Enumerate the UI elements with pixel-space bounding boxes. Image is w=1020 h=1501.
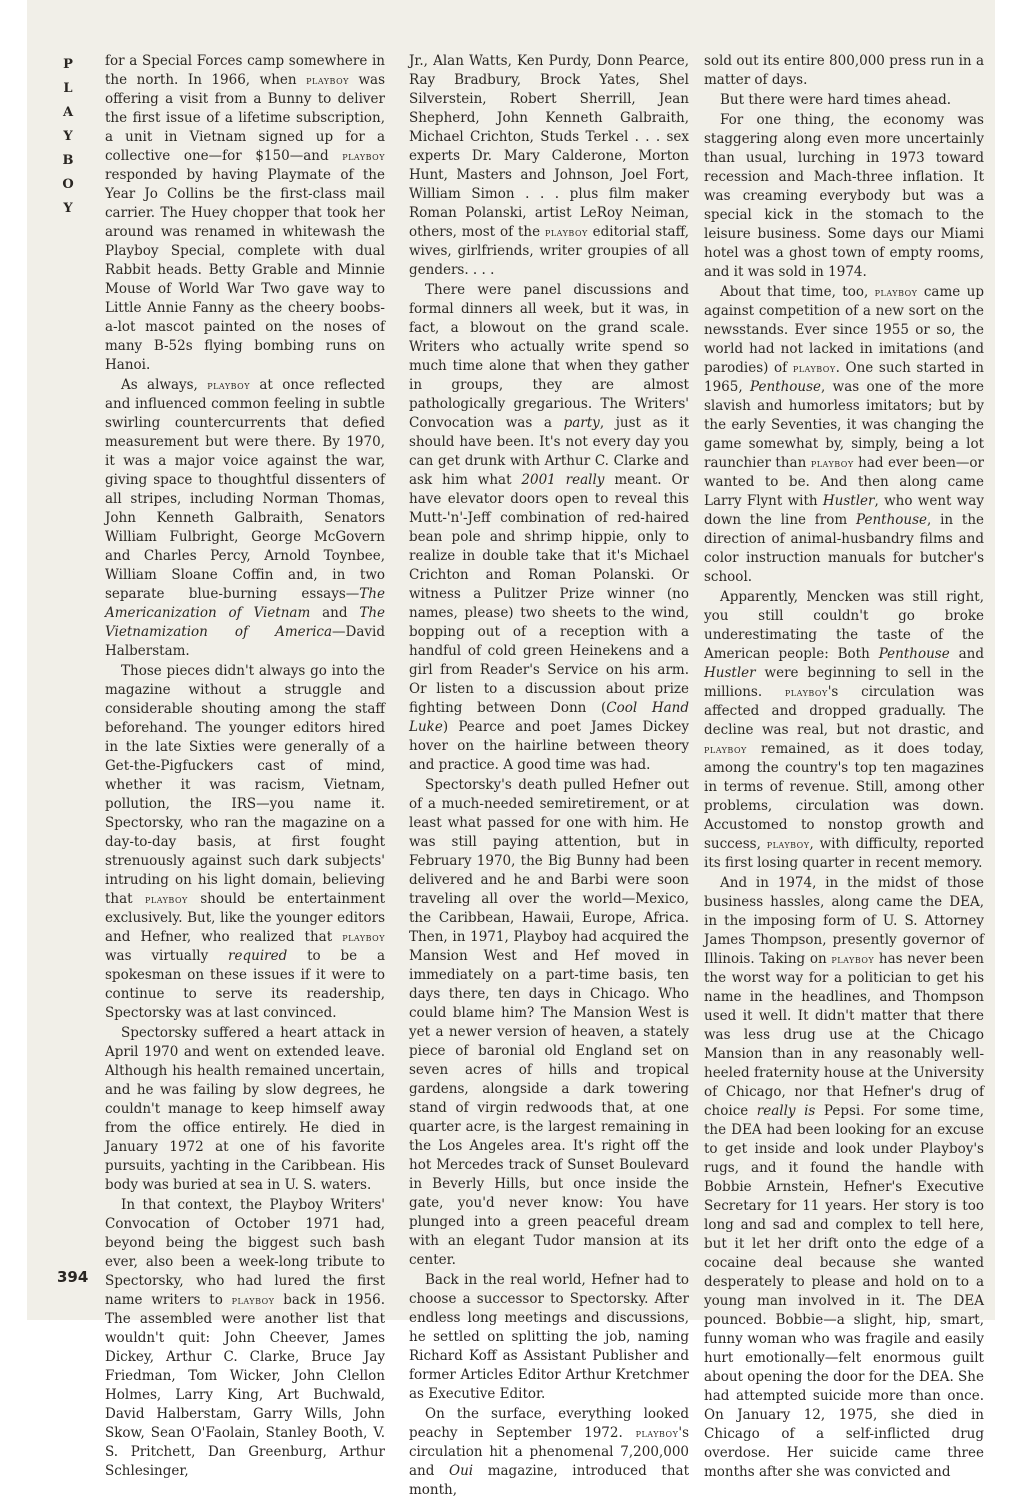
article-paragraph: Spectorsky's death pulled Hefner out of a much-needed semiretirement, or at least what passed for one with him. He was still paying attention, but in February 1970, the Big Bunny had been delivered and he and Barbi were soon traveling all over the world—Mexico, the Caribbean, Hawaii, Europe, Africa. Then, in 1971, Playboy had acquired the Mansion West and Hef moved in immediately on a part-time basis, ten days there, ten days in Chicago. Who could blame him? The Mansion West is yet a newer version of heaven, a stately piece of baronial old England set on seven acres of hills and tropical gardens, alongside a dark towering stand of virgin redwoods that, at one quarter acre, is the largest remaining in the Los Angeles area. It's right off the hot Mercedes track of Sunset Boulevard in Beverly Hills, but once inside the gate, you'd never know: You have plunged into a green peaceful dream with an elegant Tudor mansion at its center. <box>409 777 689 1268</box>
masthead-letter: P <box>63 57 73 72</box>
article-paragraph: In that context, the Playboy Writers' Convocation of October 1971 had, beyond being the biggest such bash ever, also been a week-long tribute to Spectorsky, who had lured the first name writers to playboy back in 1956. The assembled were another list that wouldn't quit: John Cheever, James Dickey, Arthur C. Clarke, Bruce Jay Friedman, Tom Wicker, John Clellon Holmes, Larry King, Art Buchwald, David Halberstam, Garry Wills, John Skow, Sean O'Faolain, Stanley Booth, V. S. Pritchett, Dan Greenburg, Arthur Schlesinger, <box>105 1197 385 1479</box>
article-paragraph: About that time, too, playboy came up against competition of a new sort on the newsstands. Ever since 1955 or so, the world had not lacked in imitations (and parodies) of playboy. One such started in 1965, Penthouse, was one of the more slavish and humorless imitators; but by the early Seventies, it was changing the game somewhat by, simply, being a lot raunchier than playboy had ever been—or wanted to be. And then along came Larry Flynt with Hustler, who went way down the line from Penthouse, in the direction of animal-husbandry films and color instruction manuals for butcher's school. <box>704 284 985 585</box>
article-paragraph: Spectorsky suffered a heart attack in April 1970 and went on extended leave. Although his health remained uncertain, and he was failing by slow degrees, he couldn't manage to keep himself away from the office entirely. He died in January 1972 at one of his favorite pursuits, yachting in the Caribbean. His body was buried at sea in U. S. waters. <box>105 1025 385 1193</box>
article-paragraph: For one thing, the economy was staggering along even more uncertainly than usual, lurching in 1973 toward recession and Mach-three inflation. It was creaming everybody but was a special kick in the stomach to the leisure business. Some days our Miami hotel was a ghost town of empty rooms, and it was sold in 1974. <box>704 112 984 280</box>
text-column-1 <box>105 52 385 1482</box>
article-paragraph: But there were hard times ahead. <box>720 92 952 108</box>
article-paragraph: On the surface, everything looked peachy in September 1972. playboy's circulation hit a phenomenal 7,200,000 and Oui magazine, introduced that month, <box>409 1406 689 1498</box>
text-column-2 <box>409 52 689 1501</box>
masthead-letter: Y <box>63 201 73 216</box>
article-paragraph: Apparently, Mencken was still right, you still couldn't go broke underestimating the taste of the American people: Both Penthouse and Hustler were beginning to sell in the millions. playboy's circulation was affected and dropped gradually. The decline was real, but not drastic, and playboy remained, as it does today, among the country's top ten magazines in terms of revenue. Still, among other problems, circulation was down. Accustomed to nonstop growth and success, playboy, with difficulty, reported its first losing quarter in recent memory. <box>704 589 985 871</box>
masthead-letter: L <box>63 81 73 96</box>
article-paragraph: for a Special Forces camp somewhere in the north. In 1966, when playboy was offering a visit from a Bunny to deliver the first issue of a lifetime subscription, a unit in Vietnam signed up for a collective one—for $150—and playboy responded by having Playmate of the Year Jo Collins be the first-class mail carrier. The Huey chopper that took her around was renamed in whitewash the Playboy Special, complete with dual Rabbit heads. Betty Grable and Minnie Mouse of World War Two gave way to Little Annie Fanny as the cheery boobs-a-lot mascot painted on the noses of many B-52s flying bombing runs on Hanoi. <box>105 53 385 373</box>
article-paragraph: Those pieces didn't always go into the magazine without a struggle and considerable shouting among the staff beforehand. The younger editors hired in the late Sixties were generally of a Get-the-Pigfuckers cast of mind, whether it was racism, Vietnam, pollution, the IRS—you name it. Spectorsky, who ran the magazine on a day-to-day basis, at first fought strenuously against such dark subjects' intruding on his light domain, believing that playboy should be entertainment exclusively. But, like the younger editors and Hefner, who realized that playboy was virtually required to be a spokesman on these issues if it were to continue to serve its readership, Spectorsky was at last convinced. <box>105 663 385 1021</box>
page-number: 394 <box>57 1268 89 1286</box>
article-paragraph: And in 1974, in the midst of those business hassles, along came the DEA, in the imposing form of U. S. Attorney James Thompson, presently governor of Illinois. Taking on playboy has never been the worst way for a politician to get his name in the headlines, and Thompson used it well. It didn't matter that there was less drug use at the Chicago Mansion than in any reasonably well-heeled fraternity house at the University of Chicago, nor that Hefner's drug of choice really is Pepsi. For some time, the DEA had been looking for an excuse to get inside and look under Playboy's rugs, and it found the handle with Bobbie Arnstein, Hefner's Executive Secretary for 11 years. Her story is too long and sad and complex to tell here, but it let her drift onto the edge of a cocaine deal because she wanted desperately to please and hold on to a young man involved in it. The DEA pounced. Bobbie—a slight, hip, smart, funny woman who was fragile and easily hurt emotionally—felt enormous guilt about opening the door for the DEA. She had attempted suicide more than once. On January 12, 1975, she died in Chicago of a self-inflicted drug overdose. Her suicide came three months after she was convicted and <box>704 875 985 1480</box>
article-paragraph: Jr., Alan Watts, Ken Purdy, Donn Pearce, Ray Bradbury, Brock Yates, Shel Silverstein, Robert Sherrill, Jean Shepherd, John Kenneth Galbraith, Michael Crichton, Studs Terkel . . . sex experts Dr. Mary Calderone, Morton Hunt, Masters and Johnson, Joel Fort, William Simon . . . plus film maker Roman Polanski, artist LeRoy Neiman, others, most of the playboy editorial staff, wives, girlfriends, writer groupies of all genders. . . . <box>409 53 689 278</box>
article-paragraph: There were panel discussions and formal dinners all week, but it was, in fact, a blowout on the grand scale. Writers who actually write spend so much time alone that when they gather in groups, they are almost pathologically gregarious. The Writers' Convocation was a party, just as it should have been. It's not every day you can get drunk with Arthur C. Clarke and ask him what 2001 really meant. Or have elevator doors open to reveal this Mutt-'n'-Jeff combination of red-haired bean pole and shrimp hippie, only to realize in double take that it's Michael Crichton and Roman Polanski. Or witness a Pulitzer Prize winner (no names, please) two sheets to the wind, bopping out of a reception with a handful of cold green Heinekens and a girl from Reader's Service on his arm. Or listen to a discussion about prize fighting between Donn (Cool Hand Luke) Pearce and poet James Dickey hover on the hairline between theory and practice. A good time was had. <box>409 282 689 773</box>
masthead-letter: A <box>62 105 74 120</box>
masthead-letter: Y <box>63 129 73 144</box>
magazine-page <box>27 0 995 1498</box>
masthead-letter: O <box>62 177 74 192</box>
article-paragraph: Back in the real world, Hefner had to choose a successor to Spectorsky. After endless long meetings and discussions, he settled on splitting the job, naming Richard Koff as Assistant Publisher and former Articles Editor Arthur Kretchmer as Executive Editor. <box>409 1272 689 1402</box>
article-paragraph: As always, playboy at once reflected and influenced common feeling in subtle swirling countercurrents that defied measurement but were there. By 1970, it was a major voice against the war, giving space to thoughtful dissenters of all stripes, including Norman Thomas, John Kenneth Galbraith, Senators William Fulbright, George McGovern and Charles Percy, Arnold Toynbee, William Sloane Coffin and, in two separate blue-burning essays—The Americanization of Vietnam and The Vietnamization of America—David Halberstam. <box>105 377 386 659</box>
article-paragraph: sold out its entire 800,000 press run in a matter of days. <box>704 53 984 88</box>
text-column-3 <box>704 52 984 1483</box>
masthead-vertical <box>57 58 79 226</box>
masthead-letter: B <box>62 153 74 168</box>
